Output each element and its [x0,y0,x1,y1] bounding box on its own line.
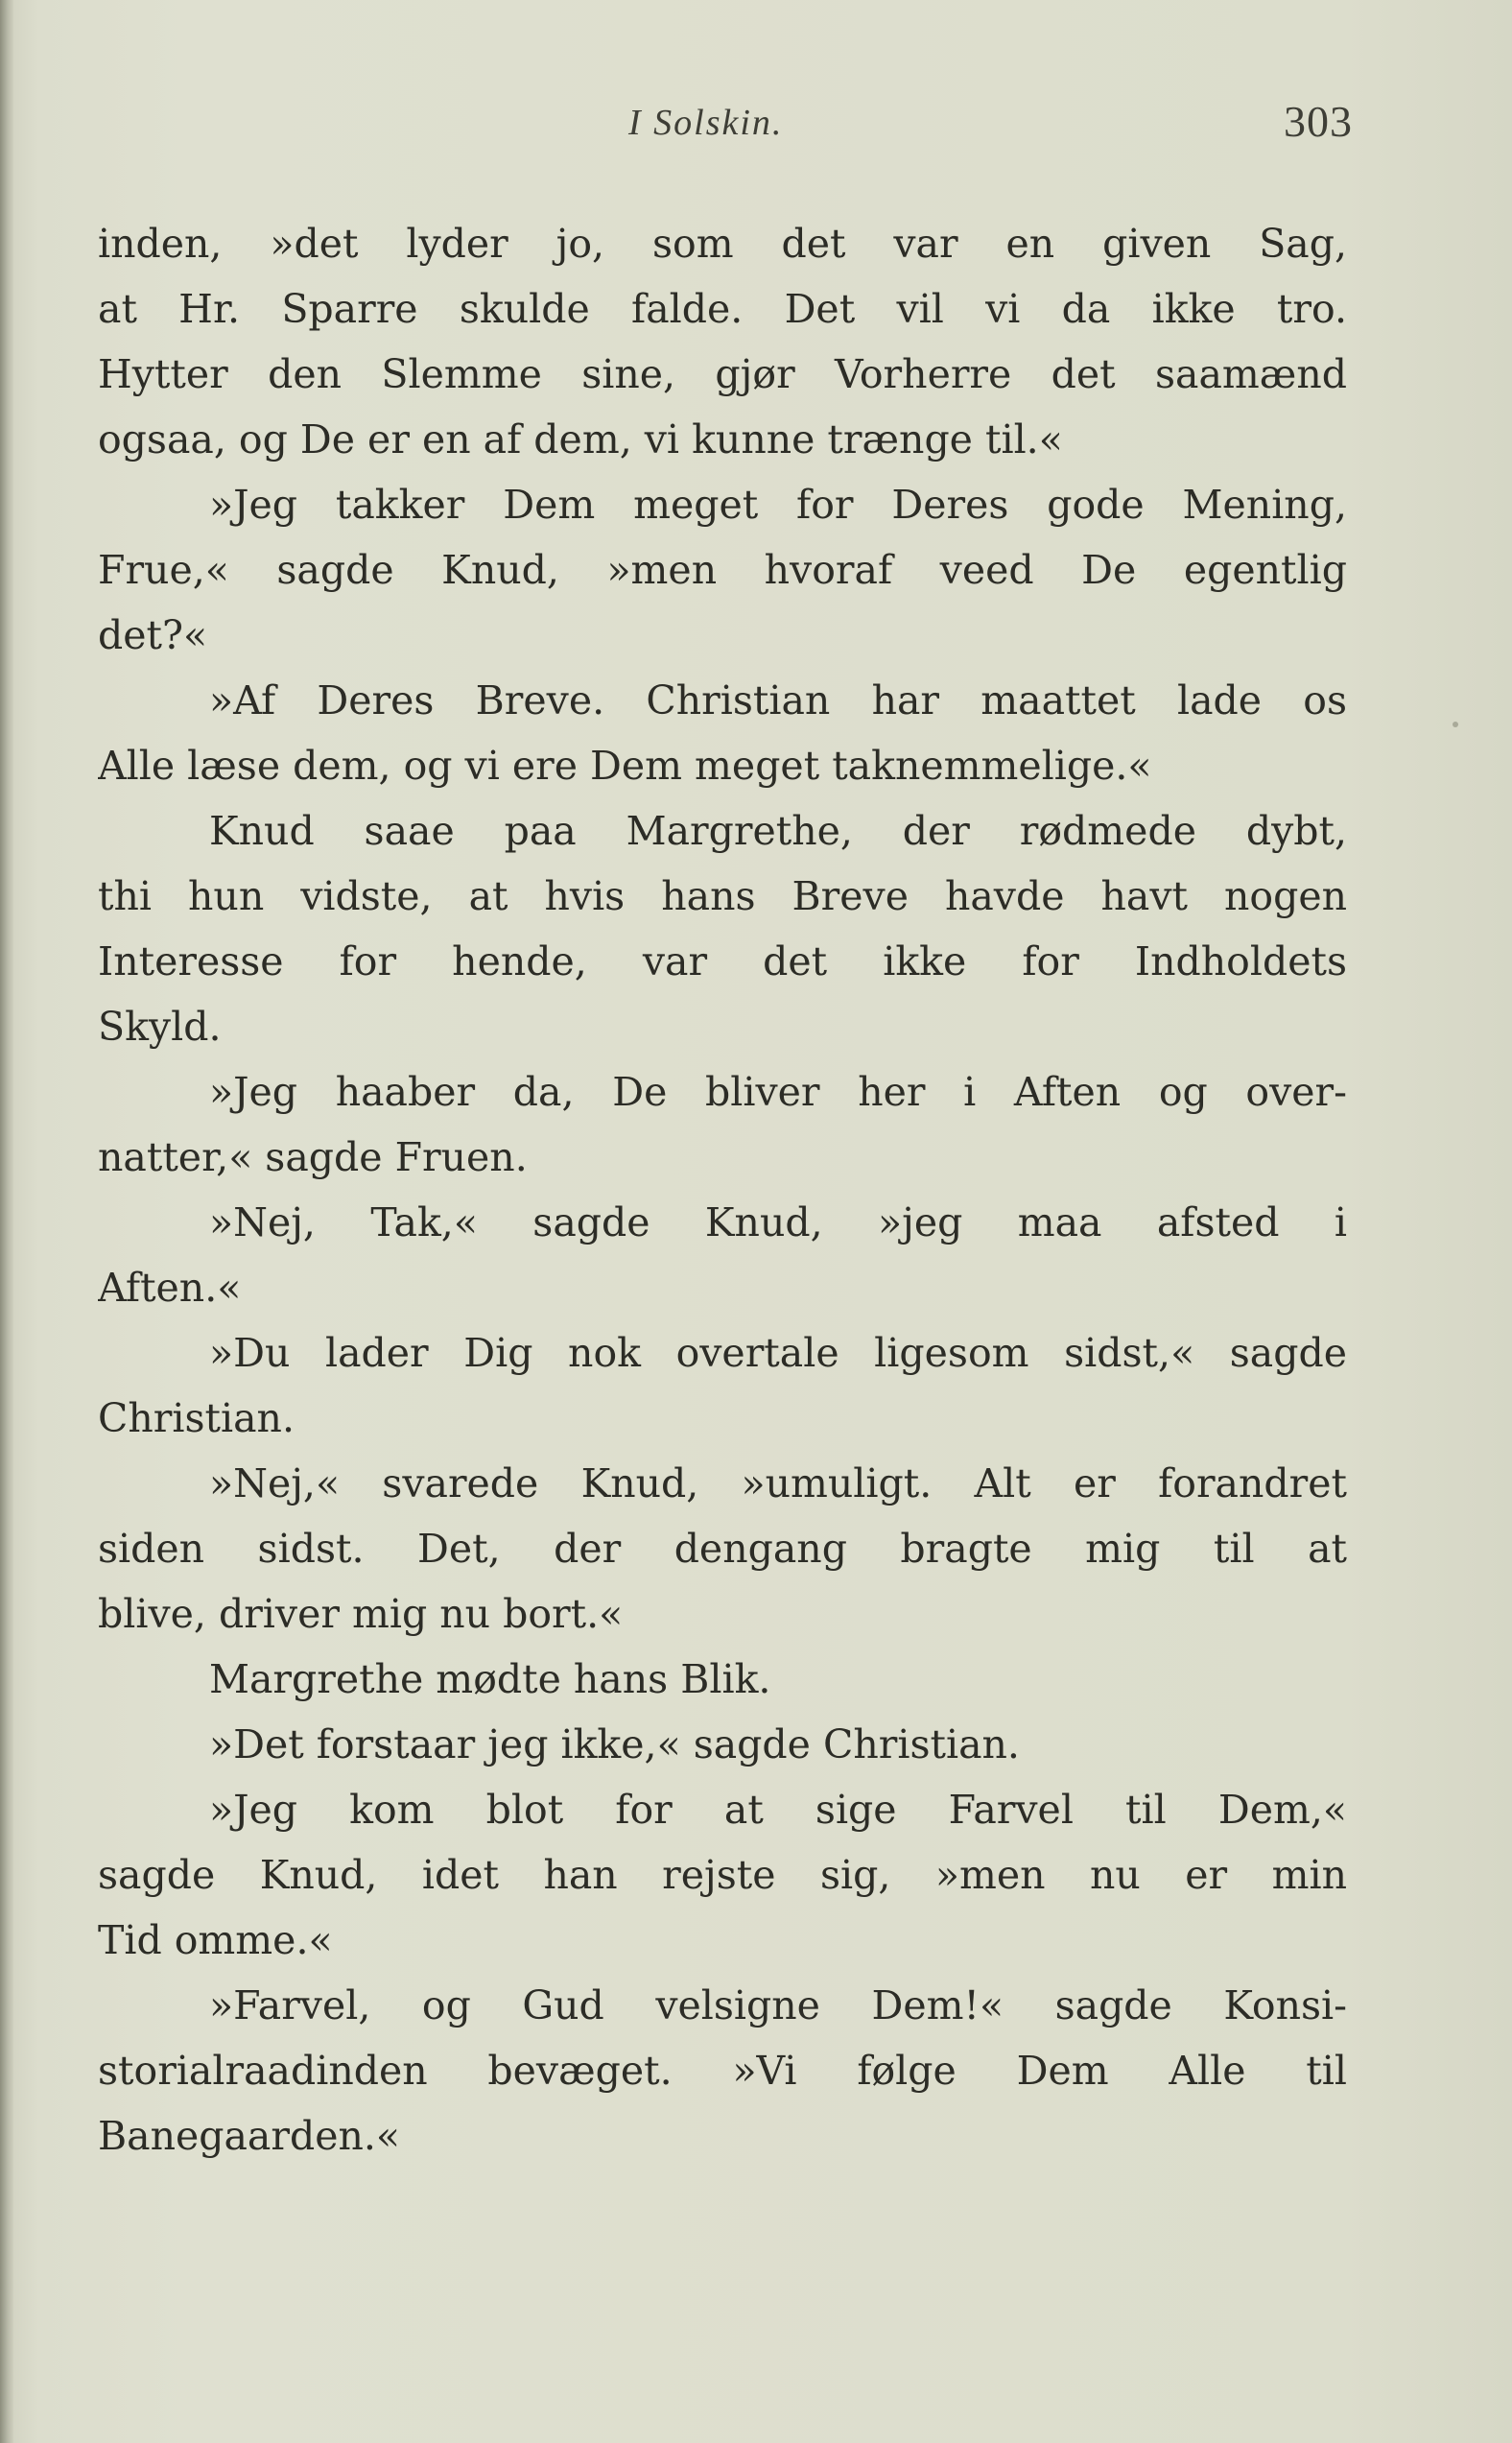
text-line: »Jeg kom blot for at sige Farvel til Dem,« [209,1787,1347,1833]
text-line: Interesse for hende, var det ikke for Indholdets [98,938,1347,984]
text-line: »Jeg takker Dem meget for Deres gode Mening, [209,482,1347,528]
text-line: »Jeg haaber da, De bliver her i Aften og over- [209,1069,1347,1115]
page-number: 303 [1284,97,1353,146]
text-line: Hytter den Slemme sine, gjør Vorherre det saamænd [98,351,1347,397]
running-title: I Solskin. [628,103,784,143]
text-line: inden, »det lyder jo, som det var en given Sag, [98,221,1347,267]
text-line: storialraadinden bevæget. »Vi følge Dem Alle til [98,2048,1347,2094]
text-line: Knud saae paa Margrethe, der rødmede dybt, [209,808,1347,854]
text-line: det?« [98,612,208,658]
text-line: Alle læse dem, og vi ere Dem meget taknemmelige.« [98,743,1152,789]
text-line: siden sidst. Det, der dengang bragte mig til at [98,1526,1347,1572]
text-line: Margrethe mødte hans Blik. [209,1656,771,1702]
text-line: »Du lader Dig nok overtale ligesom sidst,« sagde [209,1330,1347,1376]
text-line: Aften.« [98,1265,242,1311]
text-line: »Af Deres Breve. Christian har maattet lade os [209,677,1347,723]
text-line: Christian. [98,1395,295,1441]
text-line: Frue,« sagde Knud, »men hvoraf veed De egentlig [98,547,1347,593]
text-line: blive, driver mig nu bort.« [98,1591,624,1637]
text-line: at Hr. Sparre skulde falde. Det vil vi da ikke tro. [98,286,1347,332]
text-line: Skyld. [98,1004,222,1050]
text-line: »Farvel, og Gud velsigne Dem!« sagde Konsi- [209,1982,1347,2028]
paper-speck [1453,722,1458,727]
text-line: »Nej, Tak,« sagde Knud, »jeg maa afsted i [209,1199,1347,1245]
text-line: Banegaarden.« [98,2113,401,2159]
text-line: natter,« sagde Fruen. [98,1134,528,1180]
text-line: sagde Knud, idet han rejste sig, »men nu er min [98,1852,1347,1898]
text-line: »Nej,« svarede Knud, »umuligt. Alt er forandret [209,1460,1347,1506]
body-text [98,211,1347,2169]
text-line: Tid omme.« [98,1917,333,1963]
text-line: thi hun vidste, at hvis hans Breve havde havt nogen [98,873,1347,919]
text-line: »Det forstaar jeg ikke,« sagde Christian. [209,1721,1020,1767]
text-line: ogsaa, og De er en af dem, vi kunne trænge til.« [98,416,1063,463]
page-spine-shadow [0,0,13,2443]
running-head [96,96,1353,154]
